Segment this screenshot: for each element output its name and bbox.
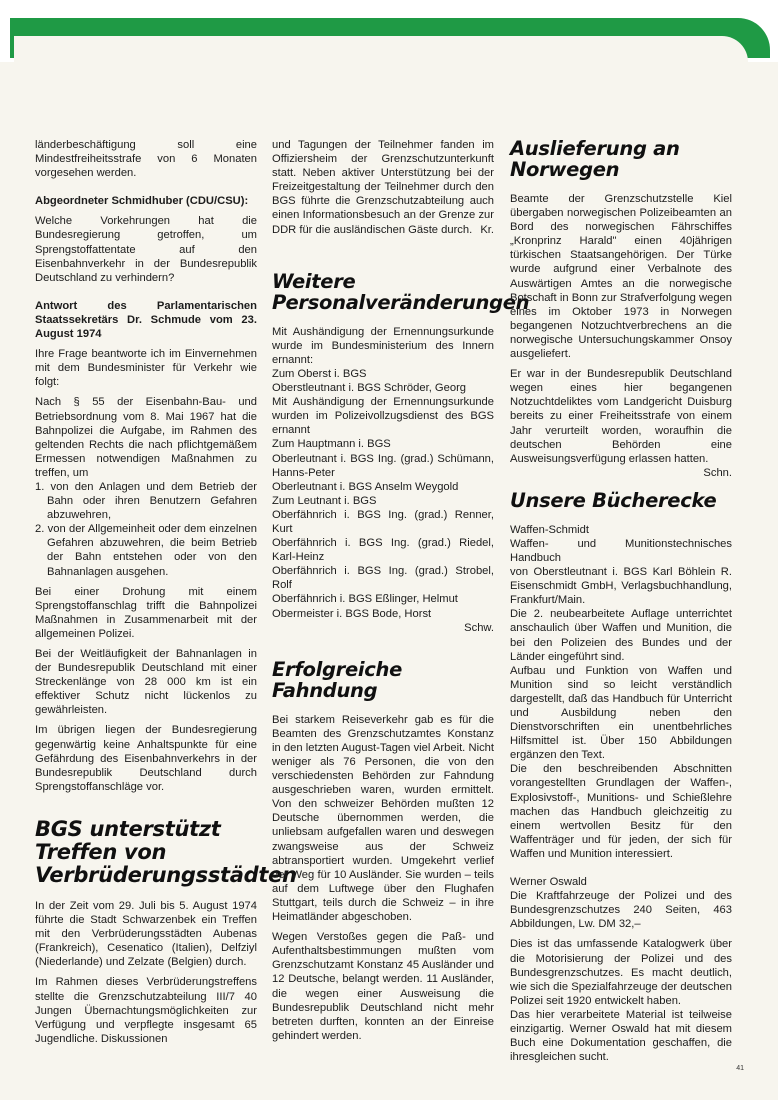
answer-list <box>35 480 257 579</box>
heading-buecher: Unsere Bücherecke <box>510 488 717 512</box>
norwegen-p2 <box>510 367 732 479</box>
col1-intro: länderbeschäftigung soll eine Mindestfreiheitsstrafe von 6 Monaten vorgesehen werden. <box>35 139 257 180</box>
personnel-line: Oberfähnrich i. BGS Ing. (grad.) Renner, Kurt <box>272 508 494 535</box>
book1-p3: Die den beschreibenden Abschnitten vorangestellten Grundlagen der Waffen-, Explosivstoff-, Munitions- und Schießlehre machen das Handbuch gleichzeitig zu einem wertvollen Besitz für den Waffenträger und für jeden, der sich für Waffen und Munition interessiert. <box>510 763 732 860</box>
header-band <box>0 0 778 62</box>
green-frame-inner <box>14 36 748 66</box>
personnel-line: Zum Leutnant i. BGS <box>272 494 377 507</box>
question-text: Welche Vorkehrungen hat die Bundesregierung getroffen, um Sprengstoffattentate auf den Eisenbahnverkehr in der Bundesrepublik Deutschland zu verhindern? <box>35 215 257 284</box>
answer-p3: Bei einer Drohung mit einem Sprengstoffanschlag trifft die Bahnpolizei Maßnahmen in Zusammenarbeit mit der allgemeinen Polizei. <box>35 585 257 640</box>
personnel-list <box>272 325 494 621</box>
personnel-line: Mit Aushändigung der Ernennungsurkunde wurde im Bundesministerium des Innern ernannt: <box>272 325 494 366</box>
signature-kr: Kr. <box>480 223 494 236</box>
fahndung-p1: Bei starkem Reiseverkehr gab es für die Beamten des Grenzschutzamtes Konstanz in den letzten August-Tagen viel Arbeit. Nicht weniger als 76 Personen, die von den verschiedensten Behörden zur Fahndung ausgeschrieben waren, wurden ermittelt. Von den schweizer Behörden mußten 12 Deutsche übernommen werden, die unliebsam aufgefallen waren und deswegen zwangsweise aus der Schweiz abtransportiert wurden. Umgekehrt verlief der Weg für 10 Ausländer. Sie wurden – teils auf dem Luftwege über den Flughafen Stuttgart, teils durch die Schweiz – in ihre Heimatländer abgeschoben. <box>272 713 494 924</box>
col2-continuation <box>272 138 494 237</box>
answer-p4: Bei der Weitläufigkeit der Bahnanlagen in der Bundesrepublik Deutschland mit einer Streckenlänge von 28 000 km ist ein effektiver Schutz nicht lückenlos zu gewährleisten. <box>35 648 257 717</box>
book2-title: Die Kraftfahrzeuge der Polizei und des Bundesgrenzschutzes 240 Seiten, 463 Abbildungen, Lw. DM 32,– <box>510 890 732 931</box>
personnel-line: Oberleutnant i. BGS Anselm Weygold <box>272 480 459 493</box>
heading-norwegen: Auslieferung an Norwegen <box>510 137 680 181</box>
answer-p2: Nach § 55 der Eisenbahn-Bau- und Betriebsordnung vom 8. Mai 1967 hat die Bahnpolizei die Aufgabe, im Rahmen des geltenden Rechts die nach pflichtgemäßem Ermessen notwendigen Maßnahmen zu treffen, um <box>35 396 257 479</box>
norwegen-p1: Beamte der Grenzschutzstelle Kiel übergaben norwegischen Polizeibeamten an Bord des norwegischen Fährschiffes „Kronprinz Harald" einen 40jährigen türkischen Staatsangehörigen. Der Türke wurde aufgrund einer Verbalnote des Auswärtigen Amtes an die norwegische Botschaft in Bonn zur Strafverfolgung wegen eines im Oktober 1973 in Norwegen begangenen Notzuchtverbrechens an die norwegische Untersuchungskammer Onsoy ausgeliefert. <box>510 193 732 361</box>
personnel-line: Obermeister i. BGS Bode, Horst <box>272 607 432 620</box>
book2-author: Werner Oswald <box>510 876 587 889</box>
book1-p2: Aufbau und Funktion von Waffen und Munition sind so leicht verständlich dargestellt, daß das Handbuch für Unterricht und Ausbildung neben den Dienstvorschriften ein unentbehrliches Hilfsmittel ist. Über 150 Abbildungen ergänzen den Text. <box>510 664 732 762</box>
personnel-line: Oberfähnrich i. BGS Ing. (grad.) Strobel, Rolf <box>272 565 494 592</box>
book1-subtitle: Waffen- und Munitionstechnisches Handbuch <box>510 537 732 564</box>
column-middle <box>272 138 530 1049</box>
personnel-line: Oberstleutnant i. BGS Schröder, Georg <box>272 382 467 395</box>
personnel-line: Zum Oberst i. BGS <box>272 367 367 380</box>
heading-fahndung: Erfolgreiche Fahndung <box>272 657 403 702</box>
book1-publisher: von Oberstleutnant i. BGS Karl Böhlein R. Eisenschmidt GmbH, Verlagsbuchhandlung, Frankfurt/Main. <box>510 566 732 607</box>
page-number: 41 <box>736 1065 744 1072</box>
column-right <box>510 138 732 1070</box>
column-left <box>35 138 297 1052</box>
book1-p1: Die 2. neubearbeitete Auflage unterrichtet anschaulich über Waffen und Munition, die bei den Polizeien des Bundes und der Länder eingeführt sind. <box>510 608 732 663</box>
signature-schw: Schw. <box>464 621 494 634</box>
answer-list-item: 2. von der Allgemeinheit oder dem einzelnen Gefahren abzuwehren, die beim Betrieb der Bahn entstehen oder von den Bahnanlagen ausgehen. <box>35 523 257 578</box>
answer-heading: Antwort des Parlamentarischen Staatssekretärs Dr. Schmude vom 23. August 1974 <box>35 299 257 341</box>
bgs-p2: Im Rahmen dieses Verbrüderungstreffens stellte die Grenzschutzabteilung III/7 40 Jungen Übernachtungsmöglichkeiten zur Verfügung und verpflegte insgesamt 65 Jugendliche. Diskussionen <box>35 976 257 1045</box>
personnel-line: Oberfähnrich i. BGS Eßlinger, Helmut <box>272 593 458 606</box>
book2-p2: Das hier verarbeitete Material ist teilweise einzigartig. Werner Oswald hat mit diesem Buch eine Dokumentation geschaffen, die ihresgleichen sucht. <box>510 1008 732 1064</box>
personnel-line: Oberfähnrich i. BGS Ing. (grad.) Riedel, Karl-Heinz <box>272 537 494 564</box>
answer-list-item: 1. von den Anlagen und dem Betrieb der Bahn oder ihren Benutzern Gefahren abzuwehren, <box>35 480 257 522</box>
personnel-line: Zum Hauptmann i. BGS <box>272 438 391 451</box>
heading-bgs: BGS unterstützt Treffen von Verbrüderungsstädten <box>35 816 297 887</box>
norwegen-p2-text: Er war in der Bundesrepublik Deutschland wegen eines hier begangenen Notzuchtdeliktes vom Landgericht Duisburg bereits zu einer Freiheitsstrafe von einem Jahr verurteilt worden, woraufhin die deutschen Behörden eine Ausweisungsverfügung erlassen hatten. <box>510 368 732 465</box>
col2-cont-text: und Tagungen der Teilnehmer fanden im Offiziersheim der Grenzschutzunterkunft statt. Neben aktiver Unterstützung bei der Freizeitgestaltung der Teilnehmer durch den BGS führte die Grenzschutzabteilung auch einen Informationsbesuch an der Grenze zur DDR für die ausländischen Gäste durch. <box>272 139 494 236</box>
book2-p1: Dies ist das umfassende Katalogwerk über die Motorisierung der Polizei und des Bundesgrenzschutzes. Es macht deutlich, wie sich die Spezialfahrzeuge der deutschen Polizei seit 1920 entwickelt haben. <box>510 938 732 1007</box>
book1-title: Waffen-Schmidt <box>510 523 589 536</box>
signature-schn: Schn. <box>703 466 732 479</box>
answer-p1: Ihre Frage beantworte ich im Einvernehmen mit dem Bundesminister für Verkehr wie folgt: <box>35 348 257 389</box>
personnel-line: Oberleutnant i. BGS Ing. (grad.) Schümann, Hanns-Peter <box>272 452 494 479</box>
question-asker: Abgeordneter Schmidhuber (CDU/CSU): <box>35 195 249 208</box>
personnel-line: Mit Aushändigung der Ernennungsurkunde wurden im Polizeivollzugsdienst des BGS ernannt <box>272 396 494 437</box>
bgs-p1: In der Zeit vom 29. Juli bis 5. August 1974 führte die Stadt Schwarzenbek ein Treffen mit den Verbrüderungsstädten Aubenas (Frankreich), Cesenatico (Italien), Delfziyl (Niederlande) und Zelzate (Belgien) durch. <box>35 899 257 969</box>
answer-p5: Im übrigen liegen der Bundesregierung gegenwärtig keine Anhaltspunkte für eine Gefährdung des Eisenbahnverkehrs in der Bundesrepublik Deutschland durch Sprengstoffanschläge vor. <box>35 724 257 793</box>
fahndung-p2: Wegen Verstoßes gegen die Paß- und Aufenthaltsbestimmungen mußten vom Grenzschutzamt Konstanz 45 Ausländer und 12 Deutsche, belangt werden. 11 Ausländer, die wegen einer Ausweisung die Bundesrepublik Deutschland nicht mehr betreten durften, konnten an der Einreise gehindert werden. <box>272 931 494 1042</box>
heading-personal: Weitere Personalveränderungen <box>272 269 530 314</box>
